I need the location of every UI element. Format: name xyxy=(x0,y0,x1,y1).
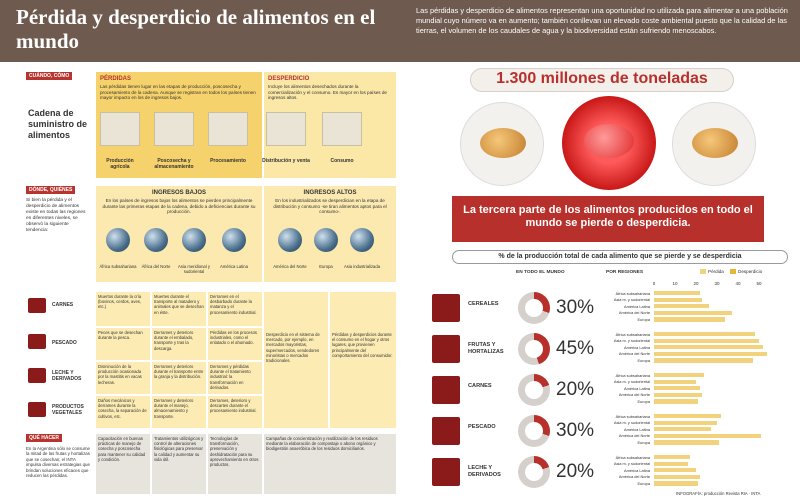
region-bar xyxy=(654,386,700,390)
globe-label: América del Norte xyxy=(273,264,307,269)
chart-subtitle: % de la producción total de cada alimento que se pierde y se desperdicia xyxy=(498,253,742,260)
region-label: Asia m. y sudoriental xyxy=(613,461,650,467)
desperdicio-text: Incluye los alimentos desechados durante la comercialización y el consumo. Es mayor en los países de ingresos altos. xyxy=(268,84,387,101)
region-label: América del Norte xyxy=(618,433,650,439)
step-procesamiento-image xyxy=(208,112,248,146)
tag-que-hacer: QUÉ HACER xyxy=(26,434,62,442)
world-donut xyxy=(518,456,550,488)
world-donut xyxy=(518,415,550,447)
intro-text: Las pérdidas y desperdicio de alimentos representan una oportunidad no utilizada para alimentar a una población mundial cuyo número va en aumento; también conllevan un elevado coste ambiental puesto que la calidad de las tierras, el volumen de los caudales de agua y la biodiversidad están sufriendo menoscabos. xyxy=(416,6,788,35)
globe-icon xyxy=(222,228,246,252)
region-label: América Latina xyxy=(624,344,650,350)
donut-hole xyxy=(525,422,543,440)
fish-icon xyxy=(432,417,460,445)
step-produccion-image xyxy=(100,112,140,146)
legend-swatch-loss xyxy=(700,269,706,274)
donut-hole xyxy=(525,381,543,399)
region-bar xyxy=(654,481,698,485)
grid-cell: Daños mecánicos y derrames durante la cosecha, la separación de cultivos, etc. xyxy=(96,396,150,428)
legend-waste: Desperdicio xyxy=(738,269,763,274)
big-title: 1.300 millones de toneladas xyxy=(496,70,708,87)
globe-icon xyxy=(314,228,338,252)
region-bar xyxy=(654,399,698,403)
step-distribucion-label: Distribución y venta xyxy=(262,158,310,164)
donde-text: Si bien la pérdida y el desperdicio de alimentos existe en todas las regiones en diferentes niveles, se observó la siguiente tendencia: xyxy=(26,198,86,233)
region-label: África subsahariana xyxy=(615,372,650,378)
region-bar xyxy=(654,332,755,336)
apple-icon xyxy=(432,335,460,363)
step-consumo-label: Consumo xyxy=(330,158,354,164)
product-vegetales: PRODUCTOS VEGETALES xyxy=(52,404,84,416)
world-percent: 20% xyxy=(556,379,595,400)
region-bar xyxy=(654,440,719,444)
world-percent: 30% xyxy=(556,297,595,318)
col-regions: POR REGIONES xyxy=(606,270,644,275)
grid-cell: Derrames y deterioro durante el manejo, almacenamiento y transporte. xyxy=(152,396,206,428)
ingresos-bajos-text: En los países de ingresos bajos los alimentos se pierden principalmente durante las primeras etapas de la cadena, debido a deficiencias durante su producción. xyxy=(102,198,256,215)
region-label: Asia m. y sudoriental xyxy=(613,297,650,303)
product-name: PESCADO xyxy=(468,424,496,430)
product-name: LECHE Y DERIVADOS xyxy=(468,465,501,478)
region-label: África subsahariana xyxy=(615,454,650,460)
globe-label: Asia industrializada xyxy=(343,264,381,269)
bread-icon xyxy=(692,128,738,158)
region-bar xyxy=(654,304,709,308)
step-poscosecha-image xyxy=(154,112,194,146)
bread-icon xyxy=(480,128,526,158)
tag-donde-quienes: DÓNDE, QUIÉNES xyxy=(26,186,75,194)
grid-cell: Peces que se desechan durante la pesca. xyxy=(96,328,150,360)
globe-label: América Latina xyxy=(220,264,248,269)
region-bar xyxy=(654,393,702,397)
region-bar xyxy=(654,373,704,377)
region-label: América del Norte xyxy=(618,351,650,357)
globe-label: Europa xyxy=(319,264,333,269)
milk-icon xyxy=(28,368,46,383)
product-name: CEREALES xyxy=(468,301,499,307)
wheat-icon xyxy=(432,294,460,322)
region-bar xyxy=(654,317,725,321)
globe-icon xyxy=(182,228,206,252)
region-label: América del Norte xyxy=(618,310,650,316)
donut-hole xyxy=(525,340,543,358)
donut-hole xyxy=(525,463,543,481)
grid-cell: Derrames y pérdidas durante el tratamiento industrial: la transformación en derivados. xyxy=(208,362,262,394)
grid-cell: Pérdidas en los procesos industriales, como el enlatado o el ahumado. xyxy=(208,328,262,360)
region-label: América del Norte xyxy=(618,474,650,480)
world-percent: 45% xyxy=(556,338,595,359)
step-poscosecha-label: Poscosecha y almacenamiento xyxy=(154,158,194,170)
credit: INFOGRAFÍA: producción Revista RIA · INTA xyxy=(676,491,761,496)
grid-cell: Muertes durante el transporte al matadero y animales que se desechan en éste. xyxy=(152,292,206,326)
region-bar xyxy=(654,421,717,425)
milk-icon xyxy=(432,458,460,486)
region-bar xyxy=(654,380,696,384)
product-name: CARNES xyxy=(468,383,492,389)
region-bar xyxy=(654,291,700,295)
page-title: Pérdida y desperdicio de alimentos en el mundo xyxy=(16,5,376,53)
step-produccion-label: Producción agrícola xyxy=(106,158,134,170)
region-label: Europa xyxy=(637,316,650,322)
product-name: FRUTAS Y HORTALIZAS xyxy=(468,342,504,355)
col-world: EN TODO EL MUNDO xyxy=(516,270,565,275)
meat-icon xyxy=(432,376,460,404)
globe-label: África del Norte xyxy=(141,264,171,269)
product-leche: LECHE Y DERIVADOS xyxy=(52,370,82,382)
cadena-label: Cadena de suministro de alimentos xyxy=(28,108,88,140)
action-cell: Tratamientos utilizógicos y control de alteraciones fisiológicas para preservar la calidad y aumentar su vida útil. xyxy=(152,434,206,494)
grid-cell: Muertos durante la cría (bovinos, cerdos, aves, etc.) xyxy=(96,292,150,326)
world-donut xyxy=(518,374,550,406)
tag-cuando-como: CUÁNDO, CÓMO xyxy=(26,72,72,80)
region-bar xyxy=(654,358,753,362)
globe-icon xyxy=(106,228,130,252)
region-label: Europa xyxy=(637,480,650,486)
world-percent: 20% xyxy=(556,461,595,482)
action-cell: Tecnologías de transformación, preservación y deshidratación para su aprovechamiento en otros productos. xyxy=(208,434,262,494)
region-bar xyxy=(654,462,688,466)
perdidas-text: Las pérdidas tienen lugar en las etapas de producción, poscosecha y procesamiento de la cadena. Aunque se registran en todos los países tienen mayor impacto en los de ingresos bajos. xyxy=(100,84,256,101)
region-label: América Latina xyxy=(624,426,650,432)
globe-icon xyxy=(278,228,302,252)
fish-icon xyxy=(28,334,46,349)
globe-icon xyxy=(144,228,168,252)
globe-icon xyxy=(350,228,374,252)
region-bar xyxy=(654,352,767,356)
grid-cell: Derrames y deterioro durante el embalado, transporte y tras la descarga. xyxy=(152,328,206,360)
ingresos-altos-title: INGRESOS ALTOS xyxy=(303,190,357,196)
region-bar xyxy=(654,298,702,302)
grid-cell: Derrames en el desbarbado durante la matanza y el procesamiento industrial. xyxy=(208,292,262,326)
donut-hole xyxy=(525,299,543,317)
region-label: África subsahariana xyxy=(615,331,650,337)
region-bar xyxy=(654,434,761,438)
perdidas-title: PÉRDIDAS xyxy=(100,76,132,82)
step-distribucion-image xyxy=(266,112,306,146)
world-donut xyxy=(518,333,550,365)
axis-tick-label: 0 xyxy=(652,281,656,286)
product-carnes: CARNES xyxy=(52,302,74,308)
region-label: Asia m. y sudoriental xyxy=(613,338,650,344)
action-cell: Campañas de concientización y reutilización de los residuos mediante la elaboración de compostaje o abono orgánico y biodigestión anaeróbica de los residuos domiciliarios. xyxy=(264,434,396,494)
banner-text: La tercera parte de los alimentos producidos en todo el mundo se pierde o desperdicia. xyxy=(463,204,753,229)
region-label: Asia m. y sudoriental xyxy=(613,420,650,426)
desperdicio-title: DESPERDICIO xyxy=(268,76,310,82)
region-bar xyxy=(654,414,721,418)
ingresos-altos-text: En los industrializados se desperdician en la etapa de distribución y consumo -se tiran alimentos aptos para el consumo-. xyxy=(273,198,387,215)
axis-tick-label: 20 xyxy=(693,281,699,286)
region-bar xyxy=(654,468,696,472)
axis-tick-label: 40 xyxy=(735,281,741,286)
region-bar xyxy=(654,475,700,479)
region-label: Europa xyxy=(637,439,650,445)
region-label: Asia m. y sudoriental xyxy=(613,379,650,385)
world-percent: 30% xyxy=(556,420,595,441)
que-hacer-text: En la Argentina sólo se consume la mitad de las frutas y hortalizas que se cosechan; el INTA impulsa diversas estrategias que brindan soluciones eficaces que reducen las pérdidas. xyxy=(26,446,90,479)
region-label: América del Norte xyxy=(618,392,650,398)
meat-icon xyxy=(28,298,46,313)
bread-icon xyxy=(584,124,634,158)
vegetable-icon xyxy=(28,402,46,417)
region-bar xyxy=(654,455,690,459)
ingresos-bajos-title: INGRESOS BAJOS xyxy=(151,190,206,196)
region-bar xyxy=(654,311,732,315)
product-pescado: PESCADO xyxy=(52,340,77,346)
globe-label: África subsahariana xyxy=(99,264,137,269)
region-label: África subsahariana xyxy=(615,290,650,296)
axis-tick-label: 30 xyxy=(714,281,720,286)
region-label: América Latina xyxy=(624,467,650,473)
grid-cell: Derrames y deterioro durante el transporte entre la granja y la distribución. xyxy=(152,362,206,394)
region-label: Europa xyxy=(637,398,650,404)
grid-cell: Disminución de la producción ocasionada por la mastitis en vacas lecheras. xyxy=(96,362,150,394)
grid-cell-consumo: Pérdidas y desperdicios durante el consumo en el hogar y otros lugares, que provienen principalmente del comportamiento del consumidor. xyxy=(330,292,396,428)
region-bar xyxy=(654,345,763,349)
step-procesamiento-label: Procesamiento xyxy=(210,158,246,164)
region-label: África subsahariana xyxy=(615,413,650,419)
legend-swatch-waste xyxy=(730,269,736,274)
region-bar xyxy=(654,339,759,343)
axis-tick-label: 10 xyxy=(672,281,678,286)
region-label: Europa xyxy=(637,357,650,363)
world-donut xyxy=(518,292,550,324)
region-label: América Latina xyxy=(624,385,650,391)
axis-tick-label: 50 xyxy=(756,281,762,286)
region-label: América Latina xyxy=(624,303,650,309)
grid-cell-distribucion: Desperdicio en el sistema de mercado, por ejemplo, en mercados mayoristas, supermercados, vendedores minoristas o mercados tradicionales. xyxy=(264,292,328,428)
region-bar xyxy=(654,427,711,431)
step-consumo-image xyxy=(322,112,362,146)
action-cell: Capacitación en buenas prácticas de manejo de cosecha y poscosecha para mantener su calidad y condición. xyxy=(96,434,150,494)
legend-loss: Pérdida xyxy=(708,269,724,274)
globe-label: Asia meridional y sudoriental xyxy=(178,264,210,274)
grid-cell: Derrames, deterioro y descartes durante el procesamiento industrial. xyxy=(208,396,262,428)
